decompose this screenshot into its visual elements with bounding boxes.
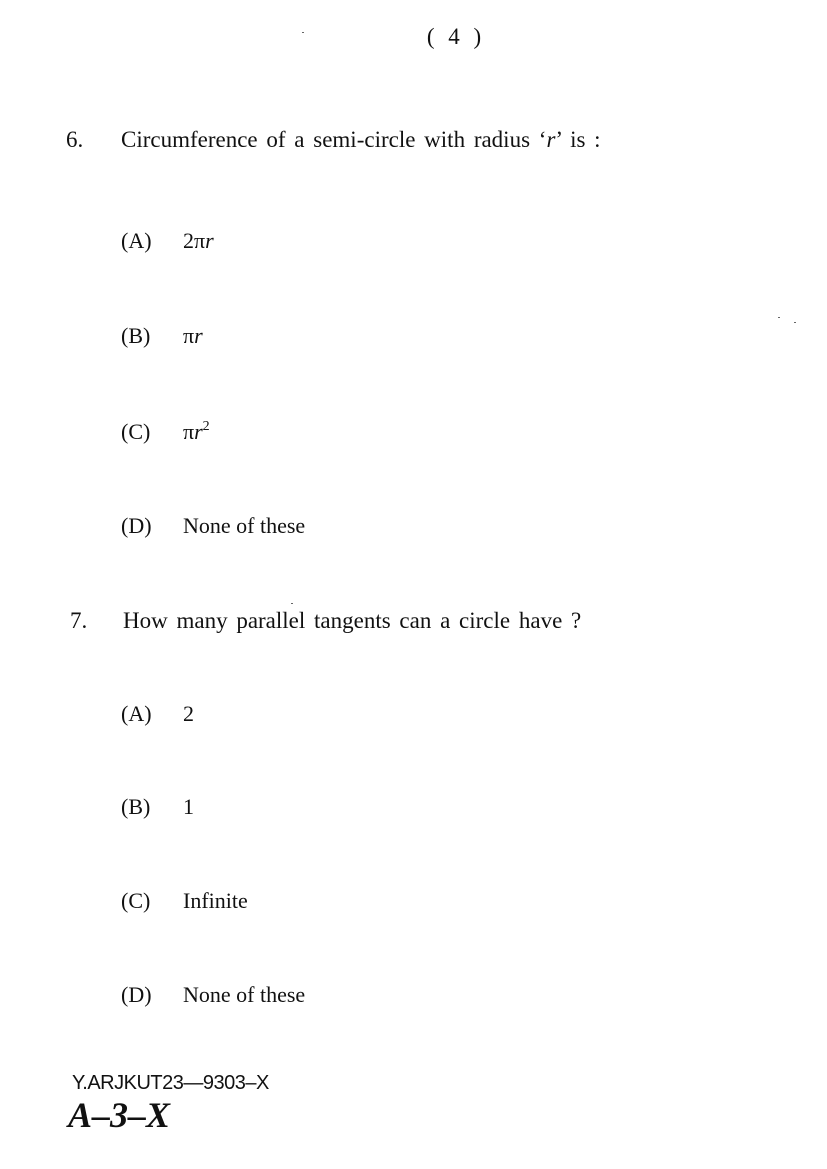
option-text: None of these [183,982,306,1007]
option-text: $\pi r^2$ [183,419,210,444]
option-letter: (A) [121,228,152,253]
question-6-text-end: ’ is : [555,127,601,152]
question-6-variable: r [546,127,556,152]
option-text: 1 [183,794,194,819]
option-text: 2 [183,701,194,726]
page-number: ( 4 ) [426,24,486,49]
option-text: None of these [183,513,306,538]
option-letter: (C) [121,419,151,444]
question-7-option-c [121,888,248,914]
option-text: πr [183,323,203,348]
question-7-option-a [121,701,194,727]
option-text: Infinite [183,888,248,913]
question-7-number: 7. [70,608,88,633]
option-letter: (D) [121,982,152,1007]
scan-speck [778,317,780,318]
scan-speck [302,32,304,33]
question-7-text: How many parallel tangents can a circle have ? [123,608,582,633]
question-7-option-d [121,982,305,1008]
question-6-text [121,127,601,153]
question-7-option-b [121,794,194,820]
scan-speck [291,603,293,604]
question-6-number: 6. [66,127,84,152]
question-6-text-start: Circumference of a semi-circle with radius ‘ [121,127,547,152]
scan-speck [794,322,796,323]
series-code: A–3–X [68,1095,171,1135]
option-text: 2πr [183,228,214,253]
question-6-option-c [121,419,210,445]
paper-code: Y.ARJKUT23—9303–X [72,1072,269,1094]
option-letter: (C) [121,888,151,913]
option-letter: (A) [121,701,152,726]
option-letter: (B) [121,794,151,819]
question-6-option-d [121,513,305,539]
question-6-option-b [121,323,203,349]
question-6-option-a [121,228,214,254]
option-letter: (B) [121,323,151,348]
option-letter: (D) [121,513,152,538]
